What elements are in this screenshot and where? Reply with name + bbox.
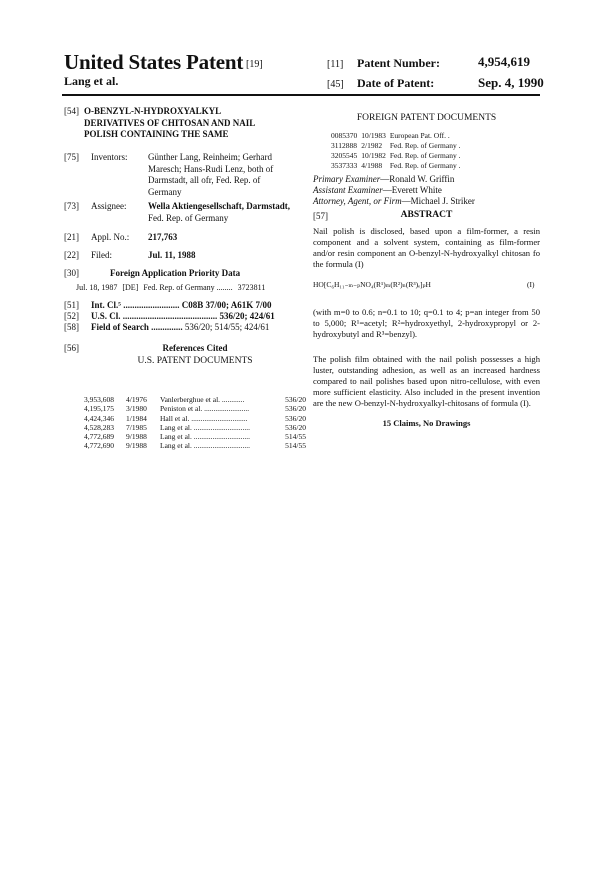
uscl-label: U.S. Cl. ..........................................: [91, 311, 218, 321]
inventors-short: Lang et al.: [64, 74, 119, 88]
foreign-patent-table: [331, 131, 464, 171]
invention-title-line: DERIVATIVES OF CHITOSAN AND NAIL: [84, 117, 256, 128]
assignee-code: [73]: [64, 201, 79, 211]
date-label: Date of Patent:: [357, 76, 435, 90]
us-patent-row: [84, 414, 306, 423]
invention-title-line: POLISH CONTAINING THE SAME: [84, 129, 229, 139]
intcl-code: [51]: [64, 300, 79, 310]
foreign-patent-row: [331, 131, 464, 141]
filed-label: Filed:: [91, 250, 113, 260]
us-patent-date: 9/1988: [126, 432, 147, 442]
foreign-patent-number: 3112888: [331, 141, 357, 150]
priority-date: Jul. 18, 1987: [76, 283, 118, 292]
search-value: 536/20; 514/55; 424/61: [184, 322, 270, 332]
formula-number: (I): [527, 280, 535, 289]
priority-desc: Fed. Rep. of Germany ........: [143, 283, 233, 292]
priority-title: Foreign Application Priority Data: [110, 268, 241, 278]
foreign-patent-date: 2/1982: [361, 141, 383, 150]
primary-examiner-label: Primary Examiner: [313, 174, 381, 184]
us-patent-class: 536/20: [285, 395, 306, 404]
assignee-text: [148, 201, 308, 224]
us-patent-number: 4,424,346: [84, 413, 114, 423]
us-patent-class: 514/55: [285, 441, 306, 451]
foreign-patent-date: 10/1983: [361, 131, 386, 140]
us-patent-inventor: Peniston et al. ........................: [160, 404, 250, 414]
foreign-patent-country: Fed. Rep. of Germany .: [389, 151, 461, 160]
refs-title: References Cited: [162, 343, 228, 353]
foreign-patent-country: European Pat. Off. .: [389, 131, 450, 140]
patent-number-label: Patent Number:: [357, 56, 440, 70]
assistant-examiner: [313, 185, 442, 197]
foreign-patent-date: 10/1982: [361, 151, 386, 160]
assignee-label: Assignee:: [91, 201, 127, 211]
us-patent-row: [84, 404, 306, 413]
priority-code: [30]: [64, 268, 79, 278]
us-patent-class: 536/20: [285, 422, 306, 432]
intcl-label: Int. Cl.⁵ .........................: [91, 300, 180, 310]
us-patent-row: [84, 432, 306, 441]
foreign-patent-number: 3205545: [331, 151, 358, 160]
foreign-patent-number: 3537333: [331, 161, 358, 170]
claims-summary: 15 Claims, No Drawings: [382, 418, 471, 428]
refs-code: [56]: [64, 343, 79, 353]
uscl-value: 536/20; 424/61: [219, 311, 275, 321]
us-patent-row: [84, 423, 306, 432]
date-code: [45]: [327, 79, 344, 90]
us-patent-class: 514/55: [285, 432, 306, 442]
us-patent-number: 4,528,283: [84, 422, 114, 432]
uscl-row: [91, 311, 275, 323]
intcl-value: C08B 37/00; A61K 7/00: [181, 300, 272, 310]
abstract-code: [57]: [313, 211, 328, 221]
us-patent-table: [84, 395, 306, 451]
us-patent-inventor: Lang et al. ..............................: [160, 422, 250, 432]
us-patent-date: 1/1984: [126, 413, 147, 423]
us-patent-row: [84, 441, 306, 450]
inventors-line: Günther Lang, Reinheim; Gerhard: [148, 152, 272, 162]
us-patent-number: 4,195,175: [84, 404, 114, 414]
assignee-line: Wella Aktiengesellschaft, Darmstadt,: [148, 201, 290, 211]
inventors-label: Inventors:: [91, 152, 128, 162]
inventors-text: [148, 152, 308, 198]
us-patent-number: 4,772,690: [84, 441, 114, 451]
patent-date: Sep. 4, 1990: [478, 75, 544, 90]
filed-date: Jul. 11, 1988: [148, 250, 196, 260]
us-patent-number: 3,953,608: [84, 395, 114, 404]
attorney-name: —Michael J. Striker: [401, 196, 475, 206]
title-field-code: [54]: [64, 106, 79, 116]
us-patent-inventor: Lang et al. ..............................: [160, 432, 250, 442]
primary-examiner-name: —Ronald W. Griffin: [380, 174, 455, 184]
priority-number: 3723811: [237, 283, 266, 292]
intcl-row: [91, 300, 271, 312]
foreign-patent-date: 4/1988: [361, 161, 383, 170]
inventors-line: Maresch; Hans-Rudi Lenz, both of: [148, 163, 274, 174]
foreign-patent-row: [331, 141, 464, 151]
us-patent-inventor: Vanlerberghue et al. ............: [160, 395, 245, 404]
us-patent-number: 4,772,689: [84, 432, 114, 442]
priority-country: [DE]: [122, 283, 139, 292]
abstract-title: ABSTRACT: [400, 210, 453, 220]
formula: HO[C₆H₁₁₋ₘ₋ₚNO₄(R¹)ₘ(R²)ₙ(R³)ₑ]ₚH: [313, 280, 431, 289]
assignee-line: Fed. Rep. of Germany: [148, 212, 229, 223]
inventors-line: Darmstadt, all ofr, Fed. Rep. of: [148, 175, 261, 185]
appl-label: Appl. No.:: [91, 232, 130, 242]
filed-code: [22]: [64, 250, 79, 260]
search-label: Field of Search ..............: [91, 322, 183, 332]
us-patent-date: 3/1980: [126, 404, 147, 414]
priority-row: [76, 282, 265, 294]
us-docs-title: U.S. PATENT DOCUMENTS: [137, 356, 253, 366]
us-patent-inventor: Hall et al. ..............................: [160, 413, 248, 423]
us-patent-class: 536/20: [285, 413, 306, 423]
assistant-examiner-label: Assistant Examiner: [313, 185, 383, 195]
primary-examiner: [313, 174, 454, 186]
appl-number: 217,763: [148, 232, 178, 242]
us-patent-date: 4/1976: [126, 395, 147, 404]
patent-title: United States Patent: [64, 50, 244, 74]
foreign-patent-row: [331, 161, 464, 171]
abstract-paragraph: Nail polish is disclosed, based upon a film-former, a resin component and a solvent system, containing as film-former and/or resin component an O-benzyl-N-hydroxyalkyl chitosan fo the formula (I): [313, 226, 540, 269]
foreign-docs-title: FOREIGN PATENT DOCUMENTS: [356, 113, 497, 123]
appl-code: [21]: [64, 232, 79, 242]
us-patent-inventor: Lang et al. ..............................: [160, 441, 250, 451]
invention-title: [84, 106, 304, 141]
patent-number-code: [11]: [327, 59, 344, 70]
us-patent-class: 536/20: [285, 404, 306, 414]
foreign-patent-number: 0085370: [331, 131, 358, 140]
us-patent-row: [84, 395, 306, 404]
us-patent-date: 9/1988: [126, 441, 147, 451]
title-code: [19]: [246, 59, 263, 70]
abstract-paragraph: (with m=0 to 0.6; n=0.1 to 10; q=0.1 to 4; p=an integer from 50 to 5,000; R¹=acetyl; R²=hydroxyethyl, 2-hydroxypropyl or 2-hydroxybutyl and R³=benzyl).: [313, 307, 540, 339]
patent-number: 4,954,619: [478, 54, 530, 69]
foreign-patent-country: Fed. Rep. of Germany .: [389, 161, 461, 170]
search-row: [91, 322, 269, 334]
header-rule: [62, 94, 540, 96]
inventors-line: Germany: [148, 186, 182, 197]
search-code: [58]: [64, 322, 79, 332]
uscl-code: [52]: [64, 311, 79, 321]
abstract-paragraph: The polish film obtained with the nail polish possesses a high luster, outstanding adhesion, as well as an increased hardness compared to nail polishes based upon nitro-cellulose, with even more sufficient elasticity. Also included in the present invention are the new O-benzyl-N-hydroxyalkyl-chitosans of formula (I).: [313, 354, 540, 408]
attorney-label: Attorney, Agent, or Firm: [313, 196, 402, 206]
foreign-patent-row: [331, 151, 464, 161]
invention-title-line: O-BENZYL-N-HYDROXYALKYL: [84, 106, 222, 116]
inventors-code: [75]: [64, 152, 79, 162]
assistant-examiner-name: —Everett White: [382, 185, 442, 195]
attorney: [313, 196, 475, 208]
foreign-patent-country: Fed. Rep. of Germany .: [389, 141, 461, 150]
us-patent-date: 7/1985: [126, 422, 147, 432]
